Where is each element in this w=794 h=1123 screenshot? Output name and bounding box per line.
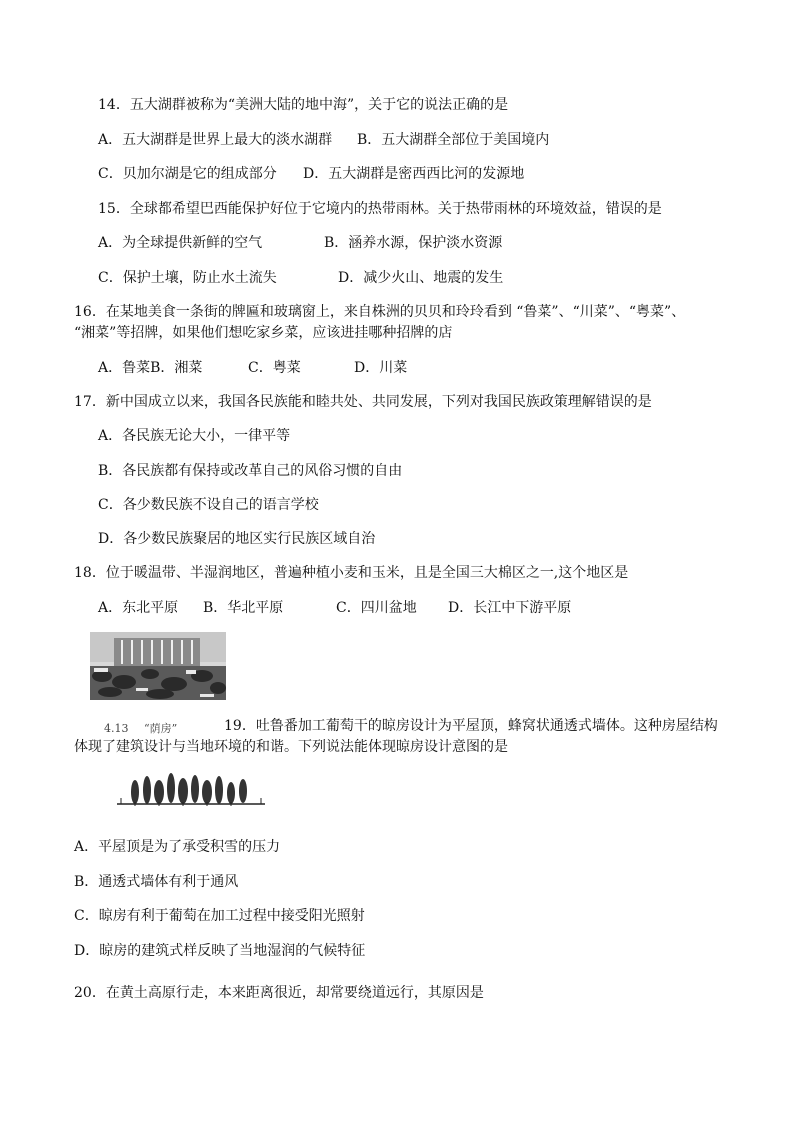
question-14-option-d: D．五大湖群是密西西比河的发源地 xyxy=(303,166,525,182)
question-15-stem: 15．全球都希望巴西能保护好位于它境内的热带雨林。关于热带雨林的环境效益，错误的是 xyxy=(98,201,662,217)
question-14-stem: 14．五大湖群被称为“美洲大陆的地中海”，关于它的说法正确的是 xyxy=(98,97,509,113)
question-18-stem: 18．位于暖温带、半湿润地区，普遍种植小麦和玉米，且是全国三大棉区之一,这个地区是 xyxy=(74,565,629,581)
question-14-options-row2 xyxy=(98,166,598,182)
question-14-options-row1 xyxy=(98,132,598,148)
question-17-option-b: B．各民族都有保持或改革自己的风俗习惯的自由 xyxy=(98,463,403,479)
question-16-stem-line2: “湘菜”等招牌，如果他们想吃家乡菜，应该进挂哪种招牌的店 xyxy=(74,325,453,341)
question-16-stem-line1: 16．在某地美食一条街的牌匾和玻璃窗上，来自株洲的贝贝和玲玲看到 “鲁菜”、“川菜”、“粤菜”、 xyxy=(74,304,686,320)
question-17-stem: 17．新中国成立以来，我国各民族能和睦共处、共同发展，下列对我国民族政策理解错误的是 xyxy=(74,394,652,410)
question-17-option-d: D．各少数民族聚居的地区实行民族区域自治 xyxy=(98,531,376,547)
photo-caption xyxy=(104,720,177,736)
drying-house-photo xyxy=(90,632,226,700)
question-16-options xyxy=(98,360,498,376)
question-19-option-c: C．晾房有利于葡萄在加工过程中接受阳光照射 xyxy=(74,908,365,924)
question-18-option-a: A．东北平原 xyxy=(98,600,179,616)
question-19-option-d: D．晾房的建筑式样反映了当地湿润的气候特征 xyxy=(74,943,366,959)
question-15-option-b: B．涵养水源，保护淡水资源 xyxy=(324,235,503,251)
question-15-option-a: A．为全球提供新鲜的空气 xyxy=(98,235,263,251)
question-19-stem-line2: 体现了建筑设计与当地环境的和谐。下列说法能体现晾房设计意图的是 xyxy=(74,739,508,755)
question-19-stem-line1: 19．吐鲁番加工葡萄干的晾房设计为平屋顶，蜂窝状通透式墙体。这种房屋结构 xyxy=(224,718,718,734)
question-18-option-b: B．华北平原 xyxy=(203,600,284,616)
question-14-option-b: B．五大湖群全部位于美国境内 xyxy=(357,132,550,148)
question-19-option-a: A．平屋顶是为了承受积雪的压力 xyxy=(74,839,281,855)
question-18-option-d: D．长江中下游平原 xyxy=(448,600,572,616)
question-15-option-c: C．保护土壤，防止水土流失 xyxy=(98,270,277,286)
question-18-options xyxy=(98,600,598,616)
question-15-options-row1 xyxy=(98,235,598,251)
question-16-option-d: D．川菜 xyxy=(354,360,408,376)
question-19-option-b: B．通透式墙体有利于通风 xyxy=(74,874,239,890)
question-14-option-c: C．贝加尔湖是它的组成部分 xyxy=(98,166,277,182)
poplar-trees-illustration xyxy=(117,772,265,810)
question-15-options-row2 xyxy=(98,270,598,286)
question-15-option-d: D．减少火山、地震的发生 xyxy=(338,270,504,286)
photo-caption-number: 4.13 xyxy=(104,722,129,735)
question-14-option-a: A．五大湖群是世界上最大的淡水湖群 xyxy=(98,132,333,148)
question-18-option-c: C．四川盆地 xyxy=(336,600,417,616)
question-17-option-c: C．各少数民族不设自己的语言学校 xyxy=(98,497,319,513)
question-16-option-c: C．粤菜 xyxy=(248,360,301,376)
question-20-stem: 20．在黄土高原行走，本来距离很近，却常要绕道远行，其原因是 xyxy=(74,985,484,1001)
question-16-option-ab: A．鲁菜B．湘菜 xyxy=(98,360,203,376)
photo-caption-text: “荫房” xyxy=(144,722,178,735)
question-17-option-a: A．各民族无论大小，一律平等 xyxy=(98,428,291,444)
